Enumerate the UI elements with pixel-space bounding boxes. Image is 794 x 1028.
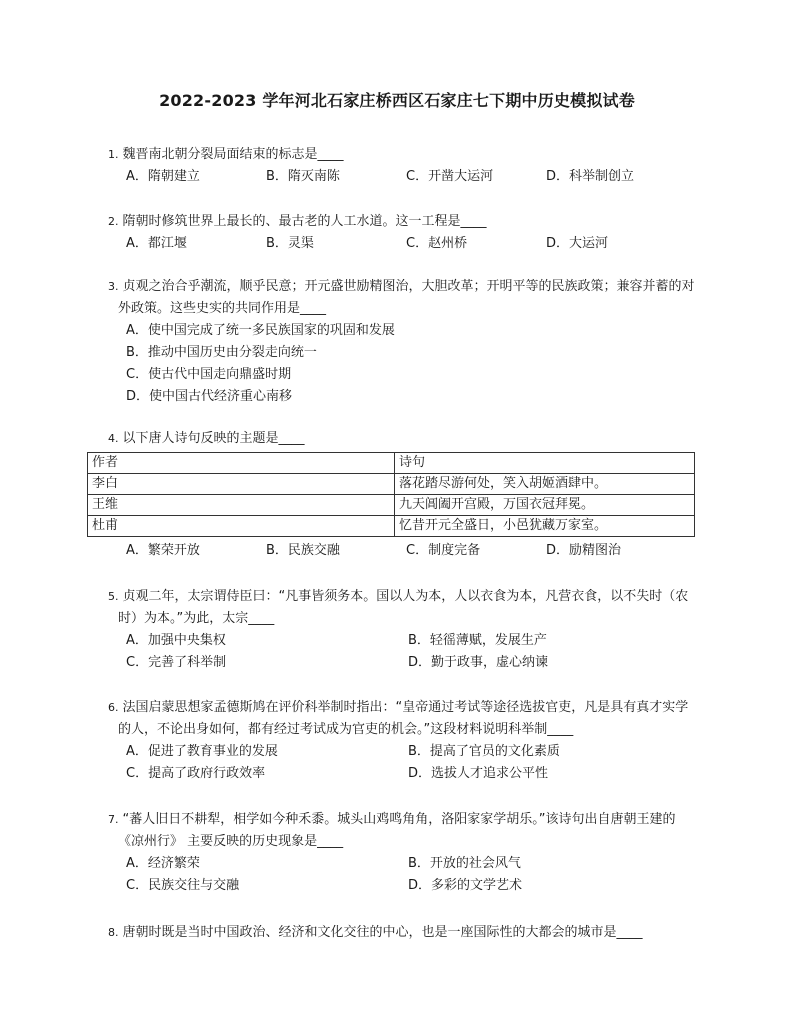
question-stem: “蕃人旧日不耕犁，相学如今种禾黍。城头山鸡鸣角角，洛阳家家学胡乐。”该诗句出自唐朝王建的《凉州行》 主要反映的历史现象是____ [118,812,676,849]
option-d[interactable]: D．励精图治 [546,543,622,558]
question-number: 8. [108,926,119,939]
question-7 [108,809,700,897]
option-a[interactable]: A．经济繁荣 [126,856,200,871]
table-cell: 杜甫 [88,516,395,537]
option-a[interactable]: A．加强中央集权 [126,633,226,648]
table-row [88,516,695,537]
question-number: 5. [108,590,119,603]
option-b[interactable]: B．开放的社会风气 [408,856,521,871]
question-stem: 法国启蒙思想家孟德斯鸠在评价科举制时指出：“皇帝通过考试等途径选拔官吏，凡是具有真才实学的人，不论出身如何，都有经过考试成为官吏的机会。”这段材料说明科举制____ [118,700,689,737]
table-header: 作者 [88,453,395,474]
table-header-row [88,453,695,474]
poem-table [87,452,695,537]
table-row [88,474,695,495]
table-row [88,495,695,516]
option-b[interactable]: B．提高了官员的文化素质 [408,744,560,759]
question-stem: 唐朝时既是当时中国政治、经济和文化交往的中心，也是一座国际性的大都会的城市是____ [122,925,643,940]
question-stem: 贞观之治合乎潮流，顺乎民意；开元盛世励精图治，大胆改革；开明平等的民族政策；兼容并蓄的对外政策。这些史实的共同作用是____ [118,279,695,316]
question-6 [108,697,700,785]
table-cell: 王维 [88,495,395,516]
option-c[interactable]: C．民族交往与交融 [126,878,240,893]
question-1 [108,144,700,188]
option-c[interactable]: C．提高了政府行政效率 [126,766,266,781]
option-c[interactable]: C．完善了科举制 [126,655,227,670]
question-number: 2. [108,215,119,228]
option-a[interactable]: A．促进了教育事业的发展 [126,744,278,759]
page-title: 2022-2023 学年河北石家庄桥西区石家庄七下期中历史模拟试卷 [159,91,635,110]
table-header: 诗句 [395,453,695,474]
question-5 [108,586,700,674]
option-d[interactable]: D．大运河 [546,236,609,251]
table-cell: 忆昔开元全盛日，小邑犹藏万家室。 [395,516,695,537]
question-number: 4. [108,432,119,445]
question-stem: 隋朝时修筑世界上最长的、最古老的人工水道。这一工程是____ [122,214,487,229]
question-4-options [108,540,700,562]
table-cell: 九天阊阖开宫殿，万国衣冠拜冕。 [395,495,695,516]
option-c[interactable]: C．制度完备 [406,543,481,558]
question-4 [108,428,700,450]
table-cell: 落花踏尽游何处，笑入胡姬酒肆中。 [395,474,695,495]
question-2 [108,211,700,255]
question-stem: 贞观二年，太宗谓侍臣曰：“凡事皆须务本。国以人为本，人以衣食为本，凡营衣食，以不失时（农时）为本。”为此，太宗____ [118,589,689,626]
question-number: 3. [108,280,119,293]
option-d[interactable]: D．选拔人才追求公平性 [408,766,549,781]
option-b[interactable]: B．轻徭薄赋，发展生产 [408,633,547,648]
option-c[interactable]: C．开凿大运河 [406,169,494,184]
option-b[interactable]: B．隋灭南陈 [266,169,340,184]
option-a[interactable]: A．隋朝建立 [126,169,200,184]
option-d[interactable]: D．多彩的文学艺术 [408,878,523,893]
option-a[interactable]: A．都江堰 [126,236,187,251]
option-c[interactable]: C．赵州桥 [406,236,468,251]
option-d[interactable]: D．科举制创立 [546,169,635,184]
option-b[interactable]: B．推动中国历史由分裂走向统一 [126,345,317,360]
option-c[interactable]: C．使古代中国走向鼎盛时期 [126,367,292,382]
table-cell: 李白 [88,474,395,495]
option-d[interactable]: D．使中国古代经济重心南移 [126,389,293,404]
question-stem: 魏晋南北朝分裂局面结束的标志是____ [122,147,344,162]
question-3 [108,276,700,408]
option-b[interactable]: B．灵渠 [266,236,314,251]
question-stem: 以下唐人诗句反映的主题是____ [122,431,305,446]
question-number: 1. [108,148,119,161]
option-a[interactable]: A．繁荣开放 [126,543,200,558]
option-a[interactable]: A．使中国完成了统一多民族国家的巩固和发展 [126,323,395,338]
question-number: 7. [108,813,119,826]
option-b[interactable]: B．民族交融 [266,543,340,558]
option-d[interactable]: D．勤于政事，虚心纳谏 [408,655,549,670]
question-8 [108,922,700,944]
question-number: 6. [108,701,119,714]
